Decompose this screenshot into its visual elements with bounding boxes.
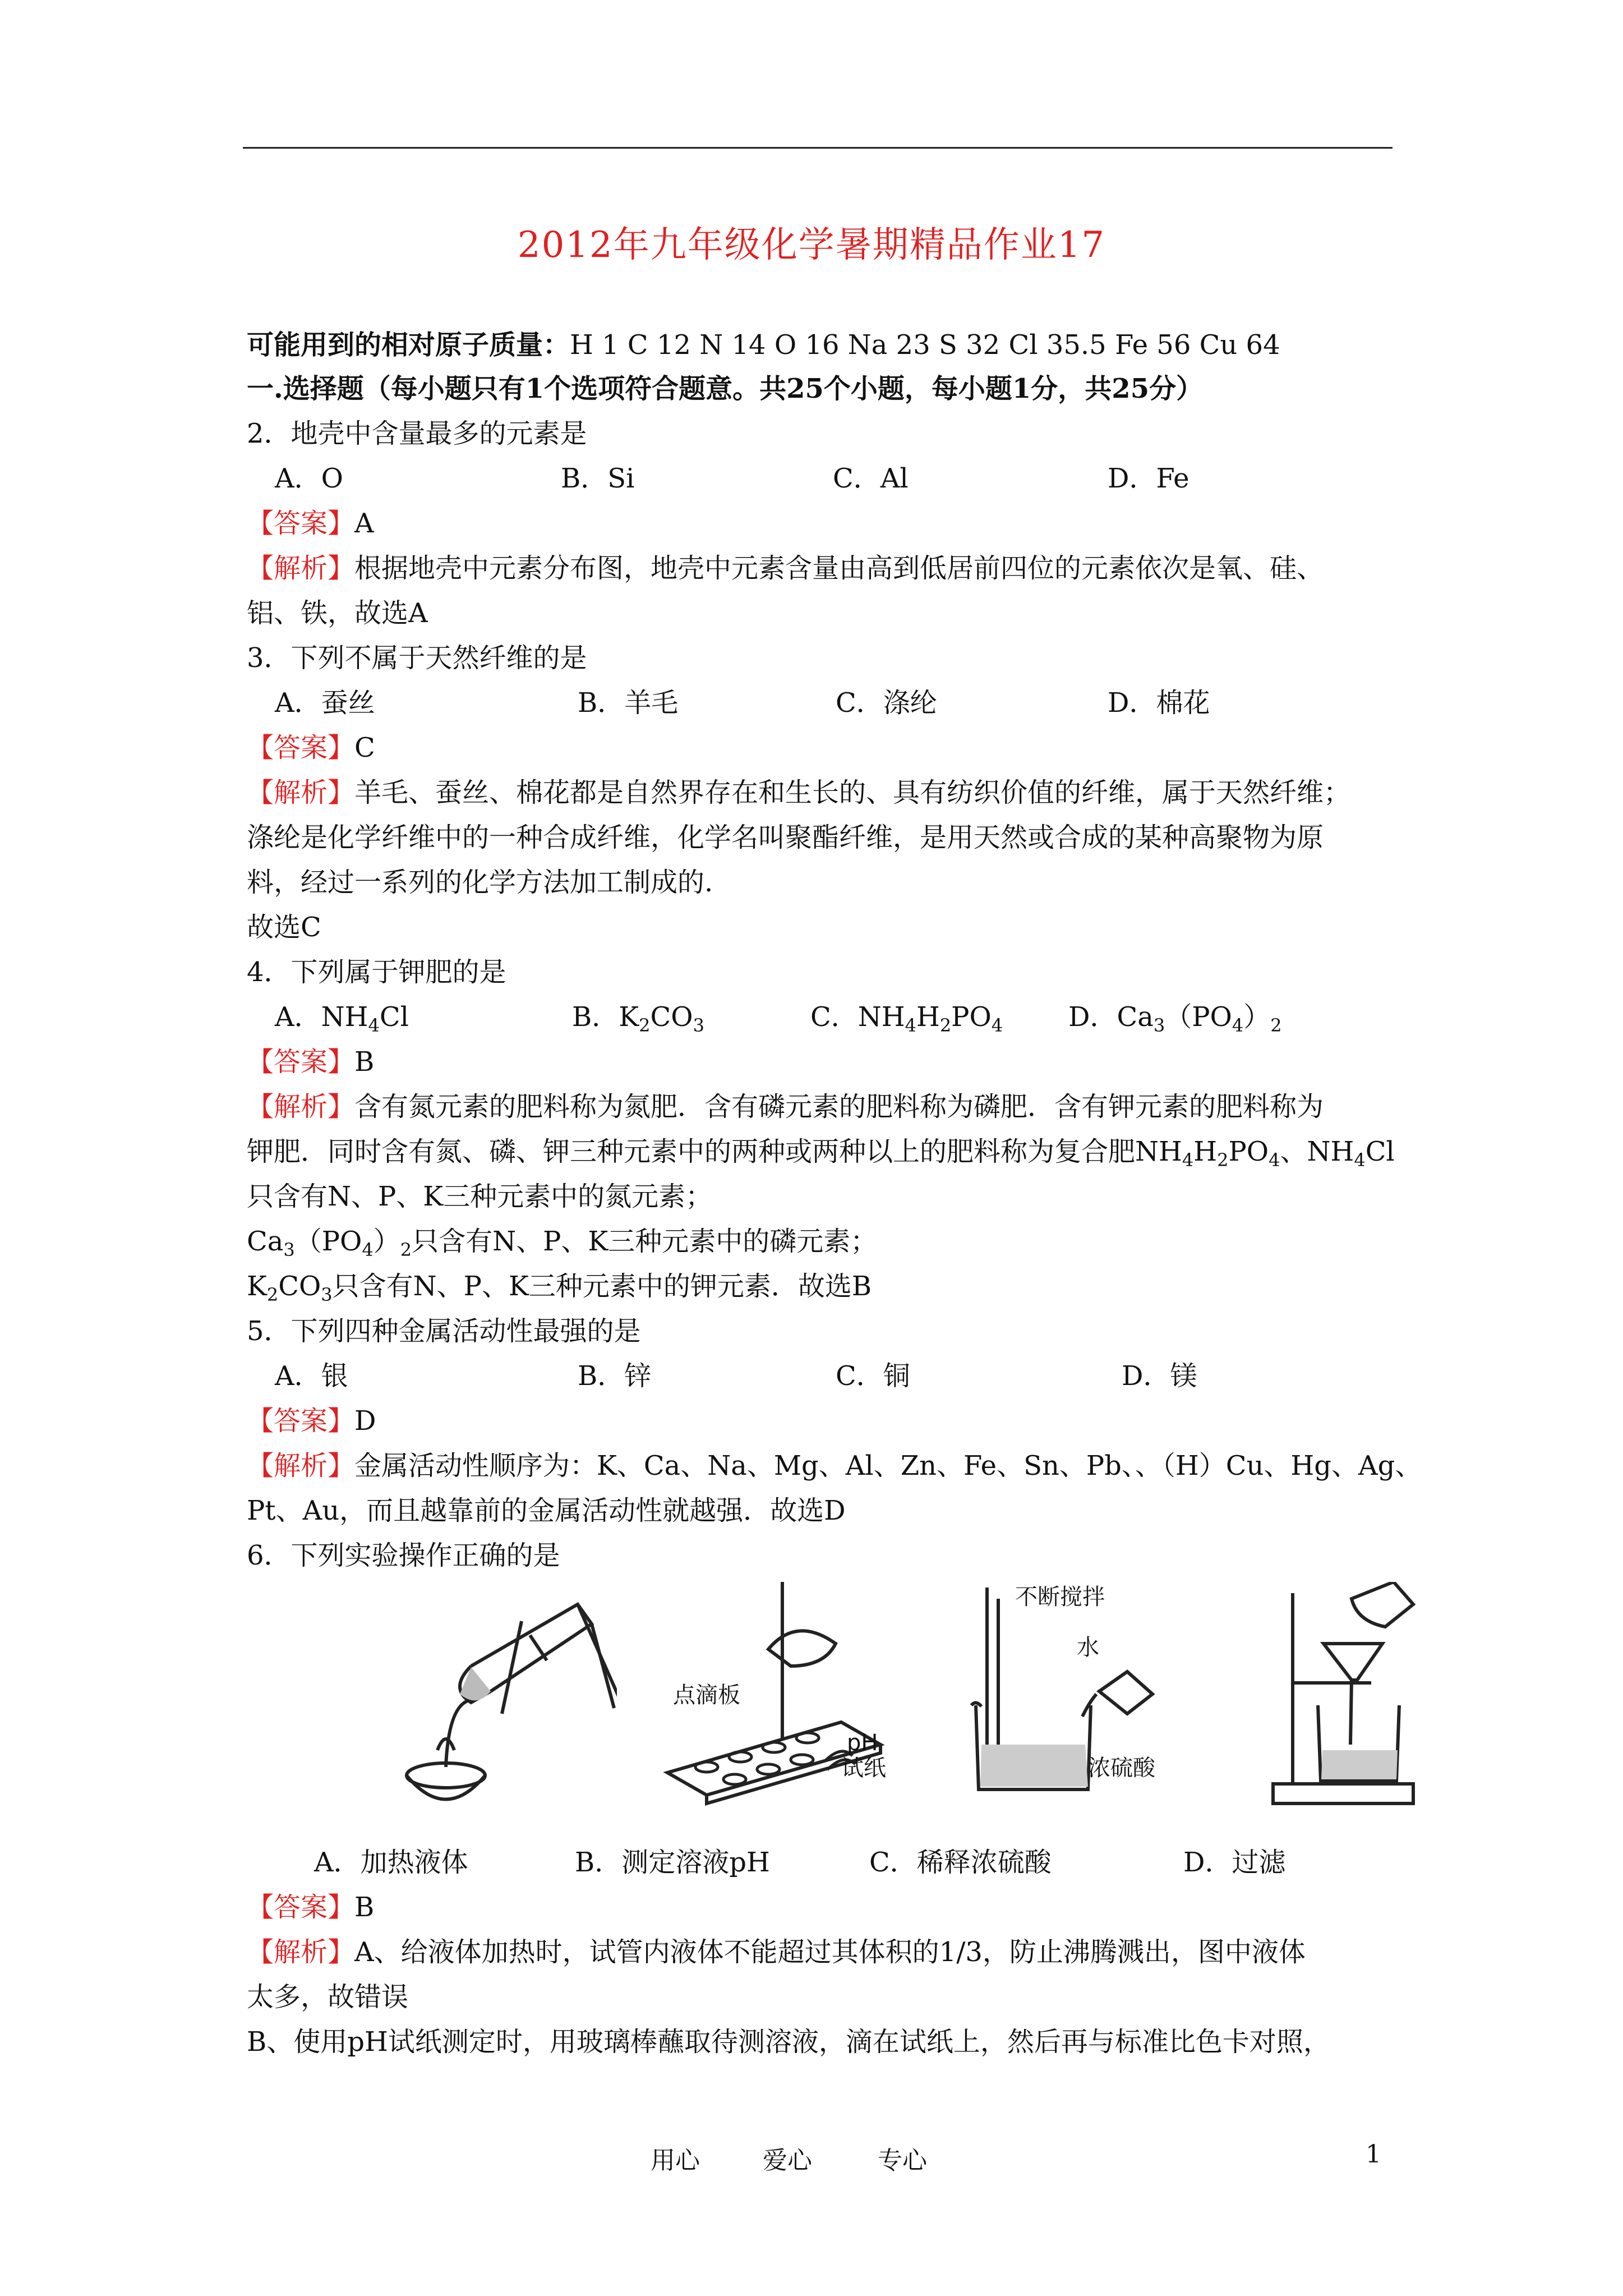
q4-option-a: A．$NH_4Cl$ (275, 1001, 409, 1036)
figure-filtration-drawing (1267, 1582, 1424, 1818)
q5-answer (247, 1404, 376, 1438)
q3-answer (247, 731, 375, 765)
label-stir: 不断搅拌 (1015, 1584, 1105, 1610)
analysis-tag: 【解析】 (247, 1936, 355, 1968)
label-spot-plate: 点滴板 (673, 1682, 740, 1708)
page-number: 1 (1366, 2140, 1381, 2169)
q4-analysis-line: $Ca_3(PO_4)_2$只含有N、P、K三种元素中的磷元素； (247, 1226, 878, 1260)
analysis-tag: 【解析】 (247, 553, 355, 584)
answer-tag: 【答案】 (247, 732, 355, 763)
section-heading: 一.选择题（每小题只有1个选项符合题意。共25个小题，每小题1分，共25分） (247, 373, 1204, 404)
figure-dilute-acid (959, 1582, 1195, 1818)
q4-answer (247, 1045, 374, 1079)
q3-option-a: A．蚕丝 (275, 687, 375, 719)
answer-tag: 【答案】 (247, 1892, 355, 1923)
header-rule (243, 147, 1393, 149)
q2-answer (247, 507, 374, 540)
q2-option-b: B．Si (561, 463, 635, 494)
q5-option-a: A．银 (275, 1360, 348, 1392)
q4-stem: 4．下列属于钾肥的是 (247, 956, 506, 988)
footer-item: 用心 (651, 2146, 700, 2175)
q4-answer-value: B (354, 1046, 375, 1078)
q4-analysis-line: 钾肥．同时含有氮、磷、钾三种元素中的两种或两种以上的肥料称为复合肥$NH_4H_2PO_4$、$NH_4Cl$ (247, 1136, 1395, 1171)
figure-heating-liquid (393, 1582, 617, 1818)
q3-analysis-text: 羊毛、蚕丝、棉花都是自然界存在和生长的、具有纺织价值的纤维，属于天然纤维； (354, 777, 1351, 808)
figure-ph-test-drawing (656, 1582, 892, 1818)
q4-option-c: C．$NH_4H_2PO_4$ (810, 1001, 1003, 1036)
atomic-mass-values: H 1 C 12 N 14 O 16 Na 23 S 32 Cl 35.5 Fe 56 Cu 64 (570, 329, 1280, 361)
label-water: 水 (1077, 1635, 1099, 1660)
q6-figures (393, 1582, 1430, 1818)
q6-option-a: A．加热液体 (314, 1847, 468, 1878)
label-conc-acid: 浓硫酸 (1088, 1755, 1155, 1781)
q5-option-b: B．锌 (578, 1360, 652, 1392)
q4-analysis-line: $K_2CO_3$只含有N、P、K三种元素中的钾元素．故选B (247, 1271, 872, 1305)
q3-option-d: D．棉花 (1108, 687, 1210, 719)
q5-answer-value: D (354, 1405, 376, 1437)
q2-analysis-line: 铝、铁，故选A (247, 597, 428, 629)
atomic-mass-line (247, 328, 1280, 362)
q5-analysis-line (247, 1449, 1422, 1483)
q6-analysis-line (247, 1935, 1306, 1969)
q2-option-a: A．O (275, 463, 344, 494)
analysis-tag: 【解析】 (247, 777, 355, 808)
q4-analysis-line (247, 1090, 1324, 1124)
q4-analysis-line: 只含有N、P、K三种元素中的氮元素； (247, 1181, 713, 1212)
footer-item: 爱心 (763, 2146, 812, 2175)
label-ph: pH (847, 1730, 878, 1756)
q3-analysis-line: 料，经过一系列的化学方法加工制成的. (247, 867, 713, 898)
q3-answer-value: C (354, 732, 375, 763)
analysis-tag: 【解析】 (247, 1091, 355, 1122)
figure-heating-liquid-drawing (393, 1582, 617, 1818)
q4-analysis-text: 含有氮元素的肥料称为氮肥．含有磷元素的肥料称为磷肥．含有钾元素的肥料称为 (354, 1091, 1324, 1122)
q3-stem: 3．下列不属于天然纤维的是 (247, 642, 587, 674)
figure-dilute-acid-drawing (959, 1582, 1195, 1818)
q3-analysis-line: 故选C (247, 912, 321, 943)
analysis-tag: 【解析】 (247, 1450, 355, 1481)
figure-ph-test (656, 1582, 892, 1818)
q5-option-d: D．镁 (1122, 1360, 1197, 1392)
footer-item: 专心 (878, 2146, 927, 2175)
q2-analysis-line (247, 551, 1324, 585)
page-title: 2012年九年级化学暑期精品作业17 (517, 224, 1106, 266)
q3-option-c: C．涤纶 (836, 687, 937, 719)
q3-analysis-line: 涤纶是化学纤维中的一种合成纤维，化学名叫聚酯纤维，是用天然或合成的某种高聚物为原 (247, 822, 1324, 853)
q6-analysis-text: A、给液体加热时，试管内液体不能超过其体积的1/3，防止沸腾溅出，图中液体 (354, 1936, 1306, 1968)
q3-option-b: B．羊毛 (578, 687, 679, 719)
label-test-paper: 试纸 (841, 1755, 886, 1781)
q2-analysis-text: 根据地壳中元素分布图，地壳中元素含量由高到低居前四位的元素依次是氧、硅、 (354, 553, 1324, 584)
q5-analysis-text: 金属活动性顺序为：K、Ca、Na、Mg、Al、Zn、Fe、Sn、Pb、、（H）Cu、Hg、Ag、 (354, 1450, 1422, 1481)
q5-analysis-line: Pt、Au，而且越靠前的金属活动性就越强．故选D (247, 1495, 846, 1526)
q4-option-b: B．$K_2CO_3$ (572, 1001, 704, 1036)
q2-stem: 2．地壳中含量最多的元素是 (247, 418, 587, 449)
q6-answer (247, 1890, 374, 1924)
q2-option-d: D．Fe (1108, 463, 1189, 494)
q3-analysis-line (247, 776, 1350, 809)
q5-stem: 5．下列四种金属活动性最强的是 (247, 1315, 641, 1347)
q6-option-d: D．过滤 (1183, 1847, 1286, 1878)
q6-analysis-line: B、使用pH试纸测定时，用玻璃棒蘸取待测溶液，滴在试纸上，然后再与标准比色卡对照， (247, 2026, 1330, 2058)
q6-option-c: C．稀释浓硫酸 (869, 1847, 1052, 1878)
q6-option-b: B．测定溶液pH (575, 1847, 770, 1878)
q2-answer-value: A (354, 508, 374, 539)
atomic-mass-label: 可能用到的相对原子质量： (247, 329, 570, 361)
q6-answer-value: B (354, 1892, 375, 1923)
answer-tag: 【答案】 (247, 1405, 355, 1437)
q6-analysis-line: 太多，故错误 (247, 1981, 409, 2013)
figure-filtration (1267, 1582, 1424, 1818)
answer-tag: 【答案】 (247, 1046, 355, 1078)
q5-option-c: C．铜 (836, 1360, 910, 1392)
answer-tag: 【答案】 (247, 508, 355, 539)
q4-option-d: D．$Ca_3(PO_4)_2$ (1068, 1001, 1282, 1036)
q6-stem: 6．下列实验操作正确的是 (247, 1540, 560, 1571)
q2-option-c: C．Al (833, 463, 909, 494)
